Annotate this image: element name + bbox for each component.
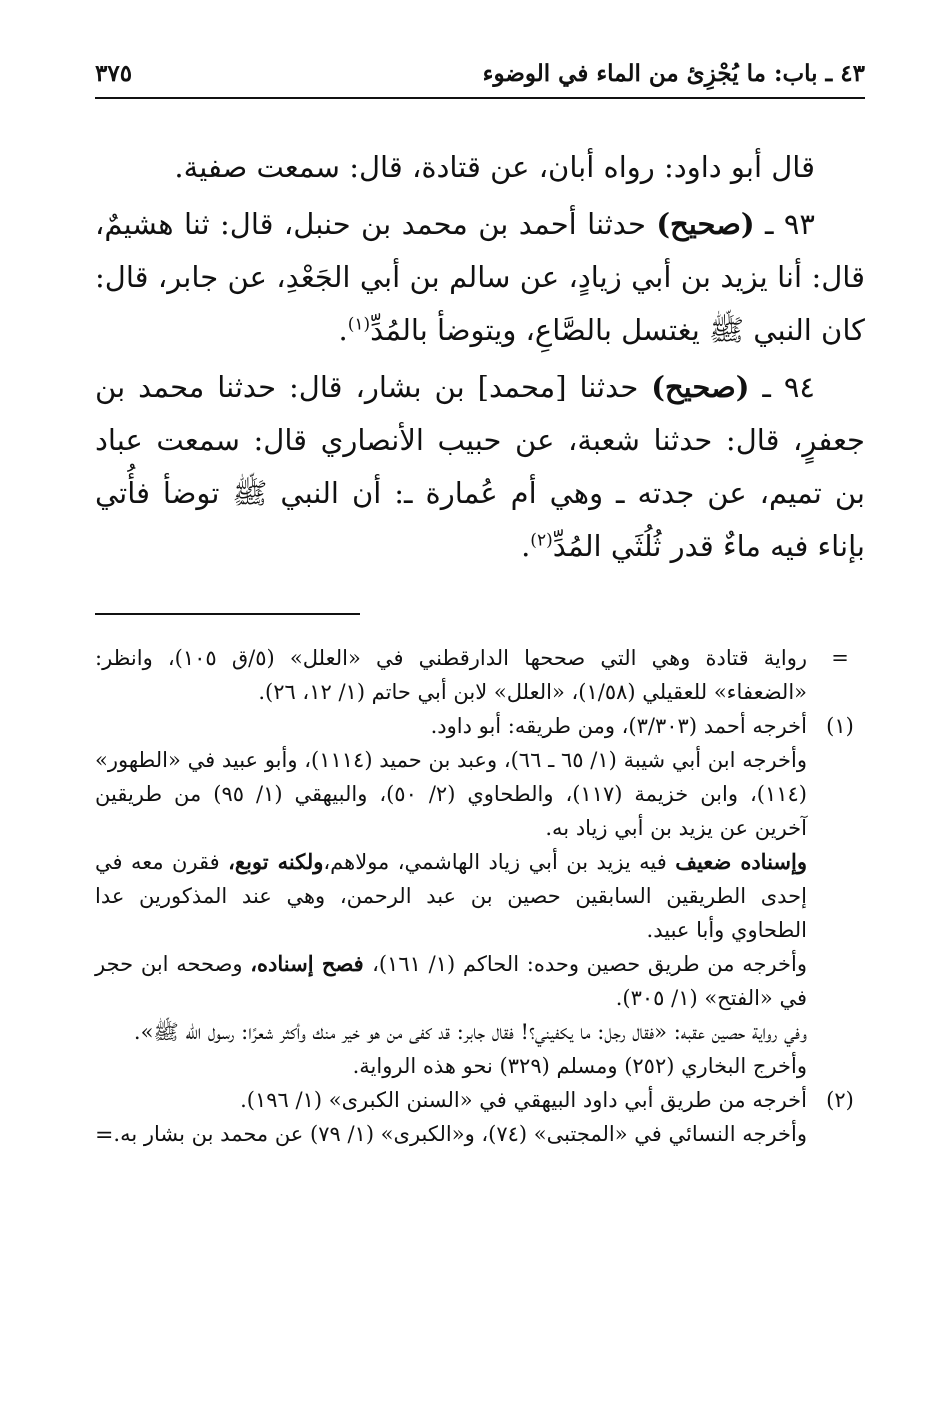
footnote-ref-1[interactable]: (١)	[347, 314, 371, 335]
footnote-line: وأخرجه ابن أبي شيبة (١/ ٦٥ ـ ٦٦)، وعبد بن حميد (١١١٤)، وأبو عبيد في «الطهور» (١١٤)، وابن خزيمة (١١٧)، والطحاوي (٢/ ٥٠)، والبيهقي (١/ ٩٥) من طريقين آخرين عن يزيد بن أبي زياد به.	[95, 748, 807, 840]
hadith-number: ٩٣ ـ	[764, 207, 816, 241]
paragraph-abu-dawud-note: قال أبو داود: رواه أبان، عن قتادة، قال: سمعت صفية.	[174, 150, 815, 184]
bold-phrase: فصح إسناده،	[250, 951, 373, 976]
footnote-1	[95, 709, 865, 1083]
hadith-grade: (صحيح)	[656, 207, 755, 241]
page-number: ٣٧٥	[95, 59, 133, 87]
footnote-2	[95, 1083, 865, 1151]
chapter-title: ٤٣ ـ باب: ما يُجْزِئ من الماء في الوضوء	[482, 59, 865, 87]
footnote-separator-wrap	[95, 613, 865, 615]
bold-phrase: ولكنه توبع،	[228, 849, 324, 874]
footnotes	[95, 641, 865, 1151]
bold-phrase: وإسناده ضعيف	[675, 849, 807, 874]
text-span: وصححه ابن حجر في «الفتح» (١/ ٣٠٥).	[95, 952, 807, 1010]
footnote-marker: (١)	[826, 714, 854, 738]
continuation-marker: =	[831, 646, 849, 670]
header-rule	[95, 97, 865, 99]
footnote-line: وفي رواية حصين عقبه: «فقال رجل: ما يكفيني؟! فقال جابر: قد كفى من هو خير منك وأكثر شعرًا: رسول الله ﷺ».	[133, 1020, 807, 1044]
hadith-93	[95, 198, 865, 357]
hadith-number: ٩٤ ـ	[762, 370, 815, 404]
page-header	[95, 55, 865, 91]
hadith-text: حدثنا [محمد] بن بشار، قال: حدثنا محمد بن جعفرٍ، قال: حدثنا شعبة، عن حبيب الأنصاري قال: سمعت عباد بن تميم، عن جدته ـ وهي أم عُمارة ـ: أن النبي ﷺ توضأ فأُتي بإناء فيه ماءٌ قدر ثُلُثَي المُدِّ	[95, 370, 865, 563]
main-text	[95, 141, 865, 573]
footnote-line	[95, 947, 807, 1015]
footnote-separator	[95, 613, 360, 615]
hadith-text: حدثنا أحمد بن محمد بن حنبل، قال: ثنا هشيمٌ، قال: أنا يزيد بن أبي زيادٍ، عن سالم بن أبي الجَعْدِ، عن جابر، قال: كان النبي ﷺ يغتسل بالصَّاعِ، ويتوضأ بالمُدِّ	[95, 207, 865, 347]
continuation-marker: =	[95, 1123, 114, 1148]
sentence-end: .	[521, 529, 531, 563]
hadith-grade: (صحيح)	[651, 370, 750, 404]
hadith-94	[95, 361, 865, 573]
footnote-text: رواية قتادة وهي التي صححها الدارقطني في «العلل» (٥/ق ١٠٥)، وانظر: «الضعفاء» للعقيلي (١/٥٨)، «العلل» لابن أبي حاتم (١/ ١٢، ٢٦).	[95, 646, 808, 704]
text-span: فيه يزيد بن أبي زياد الهاشمي، مولاهم،	[323, 850, 676, 874]
footnote-continuation	[95, 641, 865, 709]
footnote-marker: (٢)	[826, 1088, 854, 1112]
footnote-ref-2[interactable]: (٢)	[530, 530, 553, 551]
footnote-line: وأخرج البخاري (٢٥٢) ومسلم (٣٢٩) نحو هذه الرواية.	[352, 1054, 807, 1078]
text-span: فقرن معه في إحدى الطريقين السابقين حصين بن عبد الرحمن، وهي عند المذكورين عدا الطحاوي وأبا عبيد.	[95, 850, 807, 942]
footnote-line: وأخرجه النسائي في «المجتبى» (٧٤)، و«الكبرى» (١/ ٧٩) عن محمد بن بشار به.	[113, 1122, 807, 1146]
sentence-end: .	[338, 313, 348, 347]
footnote-line: أخرجه من طريق أبي داود البيهقي في «السنن الكبرى» (١/ ١٩٦).	[240, 1088, 807, 1112]
text-span: وأخرجه من طريق حصين وحده: الحاكم (١/ ١٦١)،	[372, 952, 807, 976]
footnote-line: أخرجه أحمد (٣/٣٠٣)، ومن طريقه: أبو داود.	[430, 714, 807, 738]
book-page	[95, 55, 865, 1355]
footnote-line	[95, 845, 807, 947]
